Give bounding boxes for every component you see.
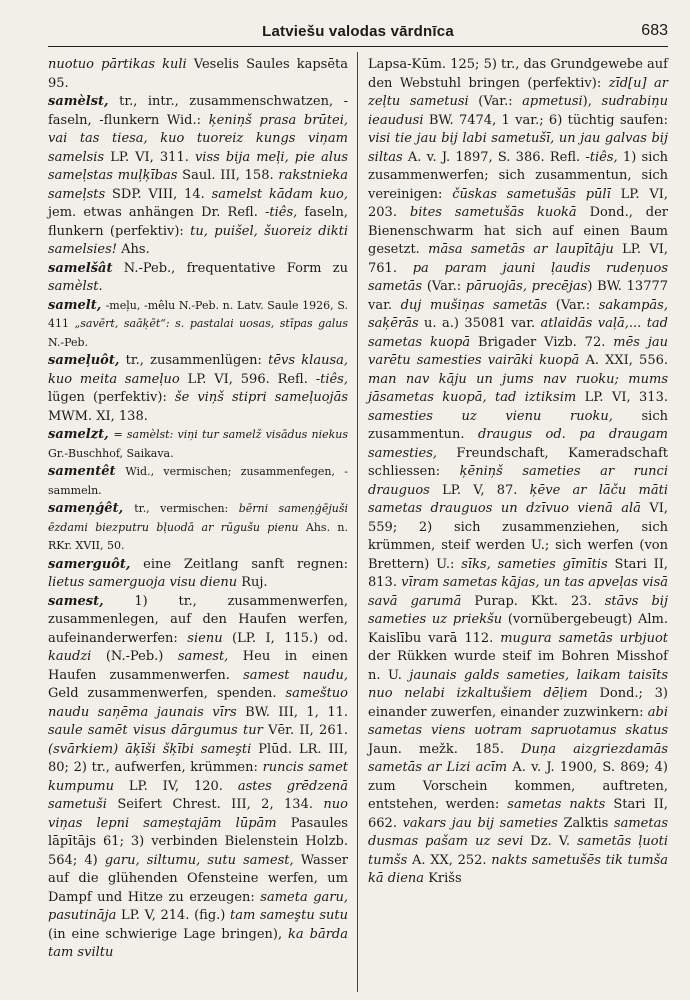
column-divider bbox=[357, 52, 358, 992]
dictionary-entry: samelšât N.-Peb., frequentative Form zu samèlst. bbox=[48, 260, 348, 294]
page-number: 683 bbox=[641, 22, 668, 39]
dictionary-entry: samest, 1) tr., zusammenwerfen, zusammenlegen, auf den Haufen werfen, aufeinanderwerfen: sienu (LP. I, 115.) od. kaudzi (N.-Peb.) samest, Heu in einen Haufen zusammenwerfen. samest naudu, Geld zusammenwerfen, spenden. sameštuo naudu saņēma jaunais vīrs BW. III, 1, 11. saule samēt visus dārgumus tur Vēr. II, 261. (svārkiem) āķīši šķībi sameşti Plūd. LR. III, 80; 2) tr., aufwerfen, krümmen: runcis samet kumpumu LP. IV, 120. astes grēdzenā sametuši Seifert Chrest. III, 2, 134. nuo viņas lepni sameṣtajām lūpām Pasaules lāpītājs 61; 3) verbinden Bielenstein Holzb. 564; 4) garu, siltumu, sutu samest, Wasser auf die glühenden Ofensteine werfen, um Dampf und Hitze zu erzeugen: sameta garu, pasutināja LP. V, 214. (fig.) tam sameştu sutu (in eine schwierige Lage bringen), ka bārda tam sviltu bbox=[48, 593, 349, 960]
dictionary-entry: samentêt Wid., vermischen; zusammenfegen, -sammeln. bbox=[48, 464, 348, 497]
dictionary-entry: samèlst, tr., intr., zusammenschwatzen, -faseln, -flunkern Wid.: ķeniņš prasa brūtei, vai tas tiesa, kuo tuoreiz kungs viņam samelsis LP. VI, 311. viss bija meļi, pie alus sameļstas muļķības Saul. III, 158. rakstnieka sameļsts SDP. VIII, 14. samelst kādam kuo, jem. etwas anhängen Dr. Refl. -tiês, faseln, flunkern (perfektiv): tu, puišel, šuoreiz dikti samelsies! Ahs. bbox=[48, 94, 349, 257]
dictionary-entry: Lapsa-Kūm. 125; 5) tr., das Grundgewebe auf den Webstuhl bringen (perfektiv): zīd[u] ar zeļtu sametusi (Var.: apmetusi), sudrabiņu ieaudusi BW. 7474, 1 var.; 6) tüchtig saufen: visi tie jau bij labi sametušī, un jau galvas bij siltas A. v. J. 1897, S. 386. Refl. -tiês, 1) sich zusammenwerfen; sich zusammentun, sich vereinigen: čūskas sametušās pūlī LP. VI, 203. bites sametušās kuokā Dond., der Bienenschwarm hat sich auf einen Baum gesetzt. māsa sametās ar laupītāju LP. VI, 761. pa param jauni ļaudis rudeņuos sametās (Var.: pāruojās, precējas) BW. 13777 var. duj mušiņas sametās (Var.: sakampās, saķērās u. a.) 35081 var. atlaidās vaļā,... tad sametas kuopā Brigader Vizb. 72. mēs jau varētu samesties vairāki kuopā A. XXI, 556. man nav kāju un jums nav ruoku; mums jāsametas kuopā, tad iztiksim LP. VI, 313. samesties uz vienu ruoku, sich zusammentun. draugus od. pa draugam samesties, Freundschaft, Kameradschaft schliessen: ķēniņš sameties ar runci drauguos LP. V, 87. ķēve ar lāču māti sametas drauguos un dzīvuo vienā alā VI, 559; 2) sich zusammenziehen, sich krümmen, steif werden U.; sich werfen (von Brettern) U.: sīks, sameties gīmītis Stari II, 813. vīram sametas kājas, un tas apveļas visā savā garumā Purap. Kkt. 23. stāvs bij sameties uz priekšu (vornübergebeugt) Alm. Kaislību varā 112. mugura sametās urbjuot der Rükken wurde steif im Bohren Misshof n. U. jaunais galds sameties, laikam taisīts nuo nelabi izkaltušiem dēļiem Dond.; 3) einander zuwerfen, einander zuzwinkern: abi sametas viens uotram sapruotamus skatus Jaun. mežk. 185. Duņa aizgriezdamās sametās ar Lizi acīm A. v. J. 1900, S. 869; 4) zum Vorschein kommen, auftreten, entstehen, werden: sametas nakts Stari II, 662. vakars jau bij sameties Zalktis sametas dusmas pašam uz sevi Dz. V. sametās ļuoti tumšs A. XX, 252. nakts sametušēs tik tumša kā dienа Krišs bbox=[368, 57, 669, 886]
dictionary-entry: sameļuôt, tr., zusammenlügen: tēvs klausa, kuo meita sameļuo LP. VI, 596. Refl. -tiês, lügen (perfektiv): še viņš stipri sameļuojās MWM. XI, 138. bbox=[48, 353, 348, 424]
left-column bbox=[48, 56, 348, 963]
dictionary-entry: nuotuo pārtikas kuli Veselis Saules kapsēta 95. bbox=[48, 57, 348, 91]
right-column bbox=[368, 56, 668, 889]
dictionary-entry: sameņģêt, tr., vermischen: bērni sameņģējuši ēzdami biezputru bļuodā ar rūgušu pienu Ahs. n. RKr. XVII, 50. bbox=[48, 501, 348, 552]
dictionary-entry: samelt, -meļu, -mêlu N.-Peb. n. Latv. Saule 1926, S. 411 „savērt, saāķēt“: s. pastalai uosas, stīpas galus N.-Peb. bbox=[48, 297, 348, 349]
running-title: Latviešu valodas vārdnīca bbox=[262, 23, 454, 40]
page-header bbox=[48, 20, 668, 47]
dictionary-entry: samerguôt, eine Zeitlang sanft regnen: lietus samerguoja visu dienu Ruj. bbox=[48, 556, 348, 590]
dictionary-entry: samelzt, = samèlst: viņi tur samelž visādus niekus Gr.-Buschhof, Saikava. bbox=[48, 427, 348, 460]
